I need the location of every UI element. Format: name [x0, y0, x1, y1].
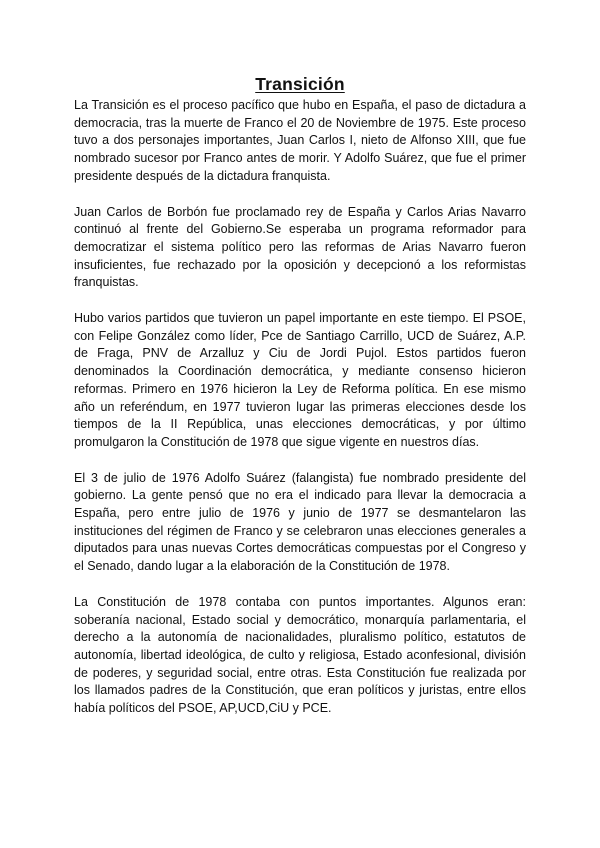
- page-title: Transición: [255, 74, 345, 94]
- paragraph-partidos: Hubo varios partidos que tuvieron un papel importante en este tiempo. El PSOE, con Felipe González como líder, Pce de Santiago Carrillo, UCD de Suárez, A.P. de Fraga, PNV de Arzalluz y Ciu de Jordi Pujol. Estos partidos fueron denominados la Coordinación democrática, y mediante consenso hicieron reformas. Primero en 1976 hicieron la Ley de Reforma política. En ese mismo año un referéndum, en 1977 tuvieron lugar las primeras elecciones desde los tiempos de la II República, unas elecciones democráticas, y por último promulgaron la Constitución de 1978 que sigue vigente en nuestros días.: [74, 311, 526, 449]
- paragraph-intro: La Transición es el proceso pacífico que hubo en España, el paso de dictadura a democracia, tras la muerte de Franco el 20 de Noviembre de 1975. Este proceso tuvo a dos personajes importantes, Juan Carlos I, nieto de Alfonso XIII, que fue nombrado sucesor por Franco antes de morir. Y Adolfo Suárez, que fue el primer presidente después de la dictadura franquista.: [74, 98, 526, 183]
- document-body: [74, 97, 526, 736]
- paragraph-juan-carlos: Juan Carlos de Borbón fue proclamado rey de España y Carlos Arias Navarro continuó al frente del Gobierno.Se esperaba un programa reformador para democratizar el sistema político pero las reformas de Arias Navarro fueron insuficientes, fue rechazado por la oposición y decepcionó a los reformistas franquistas.: [74, 204, 526, 290]
- paragraph-constitucion: La Constitución de 1978 contaba con puntos importantes. Algunos eran: soberanía nacional, Estado social y democrático, monarquía parlamentaria, el derecho a la autonomía de nacionalidades, pluralismo político, estatutos de autonomía, libertad ideológica, de culto y religiosa, Estado aconfesional, división de poderes, y seguridad social, entre otras. Esta Constitución fue realizada por los llamados padres de la Constitución, que eran políticos y juristas, entre ellos había políticos del PSOE, AP,UCD,CiU y PCE.: [74, 594, 526, 716]
- paragraph-suarez: El 3 de julio de 1976 Adolfo Suárez (falangista) fue nombrado presidente del gobierno. La gente pensó que no era el indicado para llevar la democracia a España, pero entre julio de 1976 y junio de 1977 se desmantelaron las instituciones del régimen de Franco y se celebraron unas elecciones generales a diputados para unas nuevas Cortes democráticas compuestas por el Congreso y el Senado, dando lugar a la elaboración de la Constitución de 1978.: [74, 470, 526, 574]
